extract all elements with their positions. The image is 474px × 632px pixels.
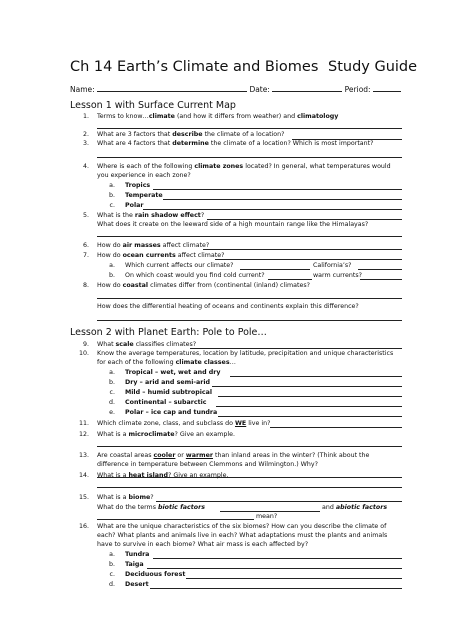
q7a-letter: a. (109, 262, 115, 269)
q7b-text: On which coast would you find cold current? (125, 272, 265, 279)
q8-answer-line[interactable] (97, 298, 402, 299)
q4a-answer-line[interactable] (153, 189, 402, 190)
q10c-answer-line[interactable] (218, 396, 402, 397)
q16b-letter: b. (109, 561, 115, 568)
q12-text: What is a microclimate? Give an example. (97, 431, 236, 438)
q10-text-line2: for each of the following climate classes… (97, 359, 236, 366)
period-label: Period: (344, 85, 371, 94)
q9-number: 9. (82, 341, 89, 348)
period-blank[interactable] (373, 84, 401, 92)
q12-number: 12. (78, 431, 89, 438)
study-guide-label: Study Guide (328, 59, 418, 75)
q16c-deciduous: Deciduous forest (125, 571, 186, 578)
q3-text: What are 4 factors that determine the climate of a location? Which is most important? (97, 140, 374, 147)
q10a-letter: a. (109, 369, 115, 376)
q12-answer-line[interactable] (97, 446, 402, 447)
q11-number: 11. (78, 420, 89, 427)
q9-text: What scale classifies climates? (97, 341, 197, 348)
q15-biotic-line[interactable] (220, 511, 320, 512)
q4b-answer-line[interactable] (163, 199, 402, 200)
q10a-text: Tropical – wet, wet and dry (125, 369, 221, 376)
q15-answer-line[interactable] (156, 501, 402, 502)
q16-text-line3: have to survive in each biome? What air mass is each affected by? (97, 541, 309, 548)
q10a-answer-line[interactable] (230, 376, 402, 377)
q8-answer-line2[interactable] (97, 320, 402, 321)
name-blank[interactable] (97, 84, 247, 92)
q14-number: 14. (78, 472, 89, 479)
q10e-letter: e. (109, 409, 115, 416)
q1-text: Terms to know…climate (and how it differs from weather) and climatology (97, 113, 339, 120)
q16-text-line1: What are the unique characteristics of the six biomes? How can you describe the climate of (97, 523, 387, 530)
q16d-answer-line[interactable] (150, 588, 402, 589)
q10c-letter: c. (109, 389, 115, 396)
q10-text-line1: Know the average temperatures, location by latitude, precipitation and unique characteristics (97, 350, 394, 357)
q4c-answer-line[interactable] (143, 209, 402, 210)
lesson1-heading: Lesson 1 with Surface Current Map (70, 100, 236, 111)
q5-answer-line2[interactable] (97, 236, 402, 237)
lesson2-heading: Lesson 2 with Planet Earth: Pole to Pole… (70, 327, 267, 338)
q7a-answer-line[interactable] (240, 269, 310, 270)
q5-text: What is the rain shadow effect? (97, 212, 205, 219)
q6-answer-line[interactable] (203, 249, 402, 250)
q16a-tundra: Tundra (125, 551, 150, 558)
q1-number: 1. (82, 113, 89, 120)
q4c-polar: Polar (125, 202, 144, 209)
q14-text: What is a heat island? Give an example. (97, 472, 229, 479)
q16c-answer-line[interactable] (186, 578, 402, 579)
q15-mean-text: mean? (256, 513, 278, 520)
q16a-answer-line[interactable] (153, 558, 402, 559)
q7a-california-line[interactable] (358, 269, 402, 270)
q7a-california: California’s? (313, 262, 352, 269)
q16-text-line2: each? What plants and animals live in each? What adaptations must the plants and animals (97, 532, 388, 539)
q8-text: How do coastal climates differ from (continental (inland) climates? (97, 282, 310, 289)
q13-text-line2: difference in temperature between Clemmons and Wilmington.) Why? (97, 461, 318, 468)
q4a-tropics: Tropics (125, 182, 151, 189)
q15-number: 15. (78, 494, 89, 501)
q7b-answer-line[interactable] (268, 279, 312, 280)
q16d-letter: d. (109, 581, 115, 588)
q2-number: 2. (82, 131, 89, 138)
q9-answer-line[interactable] (190, 348, 402, 349)
q5-number: 5. (82, 212, 89, 219)
q13-number: 13. (78, 452, 89, 459)
q15-and-abiotic: and abiotic factors (322, 504, 388, 511)
q10d-answer-line[interactable] (216, 406, 402, 407)
q5-text-line2: What does it create on the leeward side of a high mountain range like the Himalayas? (97, 221, 369, 228)
q10b-answer-line[interactable] (212, 386, 402, 387)
q7b-letter: b. (109, 272, 115, 279)
q7-answer-line[interactable] (215, 259, 402, 260)
q6-text: How do air masses affect climate? (97, 242, 210, 249)
q16-number: 16. (78, 523, 89, 530)
q4-text-line1: Where is each of the following climate zones located? In general, what temperatures would (97, 163, 391, 170)
q16c-letter: c. (109, 571, 115, 578)
q10c-text: Mild – humid subtropical (125, 389, 212, 396)
q3-answer-line[interactable] (97, 157, 402, 158)
q7b-warm: warm currents? (313, 272, 362, 279)
q15-text: What is a biome? (97, 494, 154, 501)
q8-number: 8. (82, 282, 89, 289)
q4a-letter: a. (109, 182, 115, 189)
q7b-warm-line[interactable] (360, 279, 402, 280)
date-blank[interactable] (272, 84, 342, 92)
name-date-period-row (70, 84, 410, 94)
q15-mean-line[interactable] (97, 519, 254, 520)
q3-number: 3. (82, 140, 89, 147)
q6-number: 6. (82, 242, 89, 249)
q10b-text: Dry – arid and semi-arid (125, 379, 210, 386)
q2-text: What are 3 factors that describe the climate of a location? (97, 131, 285, 138)
q7a-text: Which current affects our climate? (125, 262, 234, 269)
q10-number: 10. (78, 350, 89, 357)
q4-text-line2: you experience in each zone? (97, 172, 191, 179)
q13-text-line1: Are coastal areas cooler or warmer than inland areas in the winter? (Think about the (97, 452, 370, 459)
q4-number: 4. (82, 163, 89, 170)
q1-answer-line[interactable] (97, 128, 402, 129)
q10e-answer-line[interactable] (218, 416, 402, 417)
q10d-text: Continental – subarctic (125, 399, 207, 406)
q8-text-line2: How does the differential heating of oceans and continents explain this difference? (97, 303, 359, 310)
q4c-letter: c. (109, 202, 115, 209)
q10b-letter: b. (109, 379, 115, 386)
q11-answer-line[interactable] (270, 427, 402, 428)
q14-answer-line[interactable] (97, 487, 402, 488)
q11-text: Which climate zone, class, and subclass do WE live in? (97, 420, 271, 427)
q5-answer-line[interactable] (207, 219, 402, 220)
page-title: Ch 14 Earth’s Climate and Biomes (70, 59, 319, 75)
date-label: Date: (249, 85, 270, 94)
q16b-taiga: Taiga (125, 561, 144, 568)
q16a-letter: a. (109, 551, 115, 558)
q4b-letter: b. (109, 192, 115, 199)
q15-text-line2: What do the terms biotic factors (97, 504, 205, 511)
q16d-desert: Desert (125, 581, 149, 588)
q16b-answer-line[interactable] (147, 568, 402, 569)
q7-text: How do ocean currents affect climate? (97, 252, 225, 259)
q4b-temperate: Temperate (125, 192, 163, 199)
name-label: Name: (70, 85, 95, 94)
q7-number: 7. (82, 252, 89, 259)
q10e-text: Polar – ice cap and tundra (125, 409, 218, 416)
q10d-letter: d. (109, 399, 115, 406)
